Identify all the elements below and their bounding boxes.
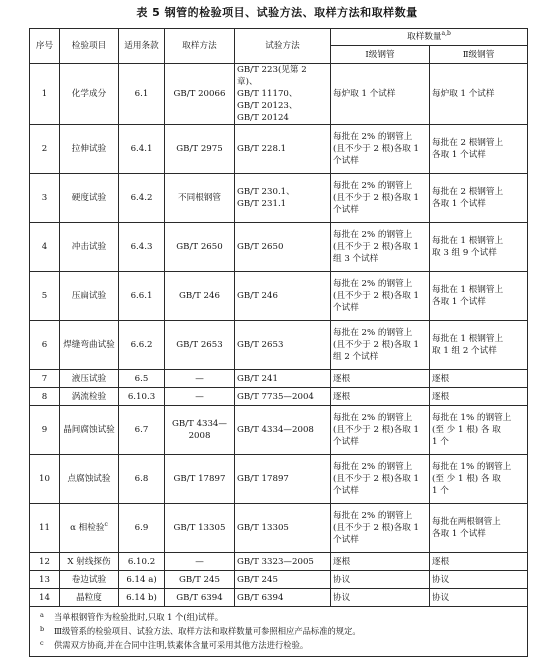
- cell-seq-text: 4: [41, 242, 48, 252]
- cell-test-method-text: GB/T 3323—2005: [237, 556, 314, 567]
- cell-test-method: [235, 223, 331, 272]
- cell-seq: [30, 571, 60, 589]
- item-footnote-mark: c: [104, 521, 108, 529]
- cell-clause-text: 6.1: [134, 89, 149, 99]
- cell-grade1: [331, 589, 430, 607]
- cell-sampling-method: [165, 455, 235, 504]
- cell-grade1: [331, 125, 430, 174]
- cell-grade2-text: 逐根: [432, 391, 450, 402]
- cell-item: [60, 370, 119, 388]
- cell-sampling-method: [165, 125, 235, 174]
- cell-clause: [119, 64, 165, 125]
- cell-clause: [119, 589, 165, 607]
- header-item: 检验项目: [60, 29, 119, 64]
- cell-grade2-text: 每批在两根钢管上 各取 1 个试样: [432, 517, 501, 539]
- cell-seq-text: 8: [41, 391, 48, 402]
- table-row: [30, 388, 528, 406]
- cell-sampling-method-text: GB/T 245: [179, 574, 220, 585]
- cell-grade2: [430, 388, 528, 406]
- cell-grade1-text: 每批在 2% 的钢管上 (且不少于 2 根)各取 1 个试样: [333, 511, 419, 545]
- cell-seq-text: 13: [39, 574, 50, 585]
- cell-test-method-text: GB/T 230.1、 GB/T 231.1: [237, 187, 295, 209]
- header-row: [30, 29, 528, 46]
- cell-test-method: [235, 571, 331, 589]
- cell-grade1-text: 逐根: [333, 556, 351, 567]
- cell-sampling-method: [165, 406, 235, 455]
- cell-grade1: [331, 406, 430, 455]
- cell-item-text: 晶粒度: [76, 592, 102, 603]
- cell-clause-text: 6.4.3: [130, 242, 153, 252]
- cell-test-method-text: GB/T 246: [237, 291, 278, 301]
- cell-test-method-text: GB/T 17897: [237, 474, 289, 484]
- header-grade2: Ⅱ级钢管: [430, 46, 528, 64]
- footnote-a: [40, 610, 519, 624]
- cell-seq-text: 5: [41, 291, 48, 301]
- table-row: [30, 406, 528, 455]
- table-row: [30, 589, 528, 607]
- cell-grade1: [331, 64, 430, 125]
- cell-grade1: [331, 388, 430, 406]
- cell-sampling-method: [165, 223, 235, 272]
- cell-sampling-method-text: GB/T 13305: [173, 523, 226, 533]
- cell-item: [60, 64, 119, 125]
- footnote-b-text: Ⅲ级管系的检验项目、试验方法、取样方法和取样数量可参照相应产品标准的规定。: [54, 626, 361, 636]
- cell-seq: [30, 272, 60, 321]
- cell-seq-text: 14: [39, 592, 50, 603]
- cell-clause-text: 6.14 b): [126, 592, 157, 603]
- header-test-method: 试验方法: [235, 29, 331, 64]
- cell-test-method: [235, 553, 331, 571]
- cell-item-text: 涡流检验: [71, 391, 107, 402]
- cell-grade2: [430, 64, 528, 125]
- cell-sampling-method-text: —: [195, 556, 204, 567]
- cell-grade2-text: 每批在 1% 的钢管上 (至 少 1 根) 各 取 1 个: [432, 462, 512, 496]
- header-grade1: Ⅰ级钢管: [331, 46, 430, 64]
- cell-grade1: [331, 272, 430, 321]
- cell-item-text: X 射线探伤: [67, 556, 111, 567]
- cell-clause: [119, 406, 165, 455]
- cell-grade2: [430, 504, 528, 553]
- cell-clause: [119, 272, 165, 321]
- table-row: [30, 553, 528, 571]
- cell-seq: [30, 589, 60, 607]
- header-sampling-qty-sup: a,b: [441, 30, 451, 38]
- cell-item-text: α 相检验: [70, 523, 105, 533]
- cell-grade2: [430, 174, 528, 223]
- cell-sampling-method: [165, 388, 235, 406]
- footnote-a-mark: a: [40, 611, 44, 619]
- cell-grade2: [430, 272, 528, 321]
- cell-test-method: [235, 504, 331, 553]
- cell-test-method: [235, 455, 331, 504]
- cell-test-method: [235, 370, 331, 388]
- cell-grade1: [331, 370, 430, 388]
- cell-seq: [30, 370, 60, 388]
- cell-sampling-method: [165, 571, 235, 589]
- table-row: [30, 272, 528, 321]
- cell-seq: [30, 406, 60, 455]
- cell-grade2-text: 协议: [432, 574, 450, 585]
- cell-sampling-method: [165, 64, 235, 125]
- cell-grade2: [430, 455, 528, 504]
- cell-clause: [119, 455, 165, 504]
- cell-grade2: [430, 321, 528, 370]
- cell-test-method: [235, 388, 331, 406]
- cell-grade2-text: 逐根: [432, 556, 450, 567]
- cell-clause: [119, 388, 165, 406]
- cell-seq: [30, 64, 60, 125]
- cell-item-text: 压扁试验: [71, 291, 107, 301]
- cell-sampling-method-text: GB/T 6394: [176, 592, 223, 603]
- cell-clause: [119, 321, 165, 370]
- cell-item: [60, 406, 119, 455]
- cell-seq-text: 9: [41, 425, 48, 435]
- cell-seq: [30, 223, 60, 272]
- footnote-c: [40, 638, 519, 652]
- cell-test-method-text: GB/T 2653: [237, 340, 284, 350]
- cell-grade1: [331, 455, 430, 504]
- cell-clause-text: 6.4.2: [130, 193, 153, 203]
- cell-seq-text: 2: [41, 144, 48, 154]
- table-body: [30, 64, 528, 607]
- cell-sampling-method-text: GB/T 2975: [176, 144, 223, 154]
- cell-grade1-text: 每批在 2% 的钢管上 (且不少于 2 根)各取 1 个试样: [333, 132, 419, 166]
- footnote-a-text: 当单根钢管作为检验批时,只取 1 个(组)试样。: [54, 612, 224, 622]
- cell-clause-text: 6.10.2: [127, 556, 156, 567]
- cell-sampling-method: [165, 174, 235, 223]
- cell-grade1-text: 每批在 2% 的钢管上 (且不少于 2 根)各取 1 个试样: [333, 413, 419, 447]
- cell-test-method: [235, 406, 331, 455]
- cell-grade2-text: 每炉取 1 个试样: [432, 89, 495, 99]
- cell-item-text: 卷边试验: [71, 574, 107, 585]
- cell-clause-text: 6.4.1: [130, 144, 153, 154]
- cell-test-method-text: GB/T 245: [237, 574, 278, 585]
- cell-item-text: 液压试验: [71, 373, 107, 384]
- cell-grade2-text: 每批在 1 根钢管上 各取 1 个试样: [432, 285, 504, 307]
- cell-item: [60, 125, 119, 174]
- cell-clause-text: 6.9: [134, 523, 149, 533]
- cell-seq-text: 11: [39, 523, 50, 533]
- cell-item-text: 点腐蚀试验: [67, 474, 111, 484]
- cell-sampling-method: [165, 321, 235, 370]
- cell-sampling-method-text: GB/T 2653: [176, 340, 223, 350]
- cell-item: [60, 321, 119, 370]
- cell-seq: [30, 174, 60, 223]
- cell-grade1-text: 每批在 2% 的钢管上 (且不少于 2 根)各取 1 个试样: [333, 181, 419, 215]
- cell-clause: [119, 571, 165, 589]
- table-row: [30, 370, 528, 388]
- cell-clause-text: 6.6.1: [130, 291, 153, 301]
- cell-sampling-method: [165, 272, 235, 321]
- cell-grade1-text: 每批在 2% 的钢管上 (且不少于 2 根)各取 1 个试样: [333, 279, 419, 313]
- cell-item-text: 冲击试验: [71, 242, 107, 252]
- cell-clause-text: 6.7: [134, 425, 149, 435]
- table-row: [30, 174, 528, 223]
- cell-grade1-text: 每批在 2% 的钢管上 (且不少于 2 根)各取 1 组 2 个试样: [333, 328, 419, 362]
- cell-seq-text: 3: [41, 193, 48, 203]
- cell-grade1: [331, 504, 430, 553]
- cell-test-method-text: GB/T 13305: [237, 523, 289, 533]
- cell-clause-text: 6.8: [134, 474, 149, 484]
- notes-cell: [30, 607, 528, 657]
- cell-sampling-method-text: —: [195, 373, 204, 384]
- header-clause: 适用条款: [119, 29, 165, 64]
- cell-clause: [119, 504, 165, 553]
- cell-grade1-text: 每批在 2% 的钢管上 (且不少于 2 根)各取 1 组 3 个试样: [333, 230, 419, 264]
- footnote-b: [40, 624, 519, 638]
- cell-sampling-method-text: GB/T 4334— 2008: [171, 419, 227, 441]
- cell-grade1: [331, 223, 430, 272]
- cell-seq: [30, 553, 60, 571]
- cell-test-method-text: GB/T 223(见第 2 章)、 GB/T 11170、 GB/T 20123、 GB/T 20124: [237, 65, 307, 123]
- cell-sampling-method-text: —: [195, 391, 204, 402]
- cell-grade1-text: 协议: [333, 574, 351, 585]
- cell-grade2-text: 每批在 2 根钢管上 各取 1 个试样: [432, 187, 504, 209]
- cell-grade1: [331, 321, 430, 370]
- cell-grade1: [331, 174, 430, 223]
- cell-seq-text: 6: [41, 340, 48, 350]
- cell-grade1-text: 每批在 2% 的钢管上 (且不少于 2 根)各取 1 个试样: [333, 462, 419, 496]
- cell-seq: [30, 321, 60, 370]
- cell-clause: [119, 223, 165, 272]
- cell-seq: [30, 388, 60, 406]
- cell-grade1: [331, 553, 430, 571]
- cell-clause-text: 6.5: [134, 373, 149, 384]
- cell-sampling-method-text: GB/T 20066: [173, 89, 226, 99]
- cell-test-method: [235, 174, 331, 223]
- cell-item-text: 焊缝弯曲试验: [63, 340, 115, 350]
- cell-sampling-method-text: GB/T 246: [179, 291, 220, 301]
- table-row: [30, 125, 528, 174]
- header-sampling-method: 取样方法: [165, 29, 235, 64]
- table-row: [30, 571, 528, 589]
- cell-test-method: [235, 321, 331, 370]
- cell-grade2-text: 每批在 1 根钢管上 取 1 组 2 个试样: [432, 334, 504, 356]
- cell-sampling-method: [165, 553, 235, 571]
- header-sampling-qty: [331, 29, 528, 46]
- cell-item: [60, 174, 119, 223]
- cell-test-method-text: GB/T 4334—2008: [237, 425, 314, 435]
- cell-test-method-text: GB/T 241: [237, 373, 278, 384]
- cell-clause: [119, 174, 165, 223]
- cell-seq-text: 1: [41, 89, 48, 99]
- cell-seq-text: 7: [41, 373, 48, 384]
- cell-test-method: [235, 272, 331, 321]
- cell-item: [60, 272, 119, 321]
- cell-grade2-text: 每批在 1 根钢管上 取 3 组 9 个试样: [432, 236, 504, 258]
- cell-item: [60, 504, 119, 553]
- cell-item: [60, 589, 119, 607]
- cell-item: [60, 553, 119, 571]
- cell-item: [60, 388, 119, 406]
- cell-seq: [30, 504, 60, 553]
- cell-grade2: [430, 125, 528, 174]
- table-row: [30, 321, 528, 370]
- cell-seq: [30, 125, 60, 174]
- cell-test-method: [235, 589, 331, 607]
- cell-sampling-method: [165, 370, 235, 388]
- cell-item-text: 拉伸试验: [71, 144, 107, 154]
- notes-row: [30, 607, 528, 657]
- cell-item-text: 硬度试验: [71, 193, 107, 203]
- cell-grade1-text: 协议: [333, 592, 351, 603]
- table-row: [30, 504, 528, 553]
- footnote-b-mark: b: [40, 625, 45, 633]
- cell-sampling-method-text: GB/T 17897: [173, 474, 226, 484]
- cell-grade2: [430, 571, 528, 589]
- cell-grade1-text: 逐根: [333, 373, 351, 384]
- footnote-c-text: 供需双方协商,并在合同中注明,铁素体含量可采用其他方法进行检验。: [54, 640, 309, 650]
- cell-item: [60, 571, 119, 589]
- cell-clause-text: 6.14 a): [126, 574, 157, 585]
- cell-test-method: [235, 125, 331, 174]
- cell-sampling-method: [165, 589, 235, 607]
- cell-item-text: 化学成分: [71, 89, 107, 99]
- cell-clause-text: 6.10.3: [127, 391, 156, 402]
- cell-grade1-text: 逐根: [333, 391, 351, 402]
- table-row: [30, 455, 528, 504]
- table-row: [30, 223, 528, 272]
- cell-grade2-text: 每批在 2 根钢管上 各取 1 个试样: [432, 138, 504, 160]
- cell-clause: [119, 125, 165, 174]
- cell-item: [60, 223, 119, 272]
- cell-grade2: [430, 406, 528, 455]
- cell-grade2: [430, 370, 528, 388]
- cell-grade1-text: 每炉取 1 个试样: [333, 89, 396, 99]
- cell-seq-text: 12: [39, 556, 50, 567]
- cell-clause: [119, 553, 165, 571]
- cell-grade2: [430, 553, 528, 571]
- cell-clause: [119, 370, 165, 388]
- cell-grade1: [331, 571, 430, 589]
- cell-grade2: [430, 589, 528, 607]
- footnote-c-mark: c: [40, 639, 44, 647]
- header-seq: 序号: [30, 29, 60, 64]
- table-row: [30, 64, 528, 125]
- header-sampling-qty-label: 取样数量: [407, 32, 442, 42]
- cell-sampling-method-text: GB/T 2650: [176, 242, 223, 252]
- cell-grade2-text: 逐根: [432, 373, 450, 384]
- cell-test-method-text: GB/T 6394: [237, 592, 284, 603]
- cell-item: [60, 455, 119, 504]
- cell-grade2-text: 协议: [432, 592, 450, 603]
- cell-item-text: 晶间腐蚀试验: [63, 425, 115, 435]
- inspection-table: [29, 28, 528, 657]
- cell-test-method-text: GB/T 2650: [237, 242, 284, 252]
- cell-sampling-method: [165, 504, 235, 553]
- cell-seq-text: 10: [39, 474, 50, 484]
- cell-seq: [30, 455, 60, 504]
- cell-grade2-text: 每批在 1% 的钢管上 (至 少 1 根) 各 取 1 个: [432, 413, 512, 447]
- cell-test-method: [235, 64, 331, 125]
- table-title: 表 5 钢管的检验项目、试验方法、取样方法和取样数量: [136, 6, 418, 19]
- cell-sampling-method-text: 不同根钢管: [178, 193, 221, 203]
- cell-clause-text: 6.6.2: [130, 340, 153, 350]
- cell-test-method-text: GB/T 7735—2004: [237, 391, 314, 402]
- cell-grade2: [430, 223, 528, 272]
- cell-test-method-text: GB/T 228.1: [237, 144, 287, 154]
